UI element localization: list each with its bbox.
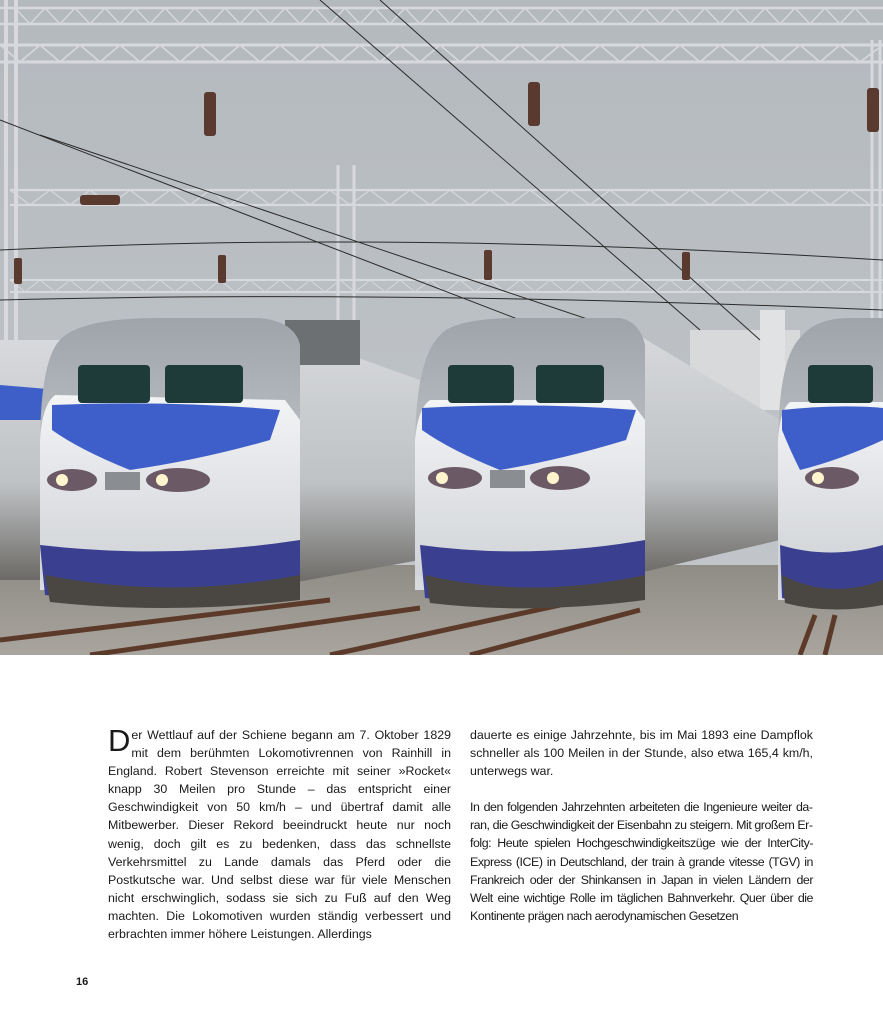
page-number: 16: [76, 976, 89, 988]
paragraph: [108, 723, 451, 943]
drop-cap: D: [108, 723, 131, 758]
text-column-left: [108, 723, 451, 943]
paragraph: In den folgenden Jahrzehnten arbeiteten die Ingenieure weiter daran, die Geschwindigkeit der Eisenbahn zu steigern. Mit großem Erfolg: Heute spielen Hochgeschwindigkeitszüge wie der InterCity-Express (ICE) in Deutschland, der train à grande vitesse (TGV) in Frankreich oder der Shinkansen in Japan in vielen Ländern der Welt eine wichtige Rolle im täglichen Bahnverkehr. Quer über die Kontinente prägen nach aerodynamischen Gesetzen: [470, 800, 813, 923]
text-column-right: [470, 726, 813, 925]
paragraph: dauerte es einige Jahrzehnte, bis im Mai 1893 eine Dampflok schneller als 100 Meilen in der Stunde, also etwa 165,4 km/h, unterwegs war.: [470, 728, 813, 779]
paragraph-text: er Wettlauf auf der Schiene begann am 7. Oktober 1829 mit dem berühmten Lokomotivrennen von Rainhill in England. Robert Stevenson erreichte mit seiner »Rocket« knapp 30 Meilen pro Stunde – das entspricht einer Geschwindigkeit von 50 km/h – und übertraf damit alle Mitbewerber. Dieser Rekord beeindruckt heute nur noch wenig, doch gilt es zu bedenken, dass das schnellste Verkehrsmittel zu Lande damals das Pferd oder die Postkutsche war. Und selbst diese war für viele Menschen nicht erschwinglich, sodass sie sich zu Fuß auf den Weg machten. Die Lokomotiven wurden ständig verbessert und erbrachten immer höhere Leistungen. Allerdings: [108, 728, 451, 942]
